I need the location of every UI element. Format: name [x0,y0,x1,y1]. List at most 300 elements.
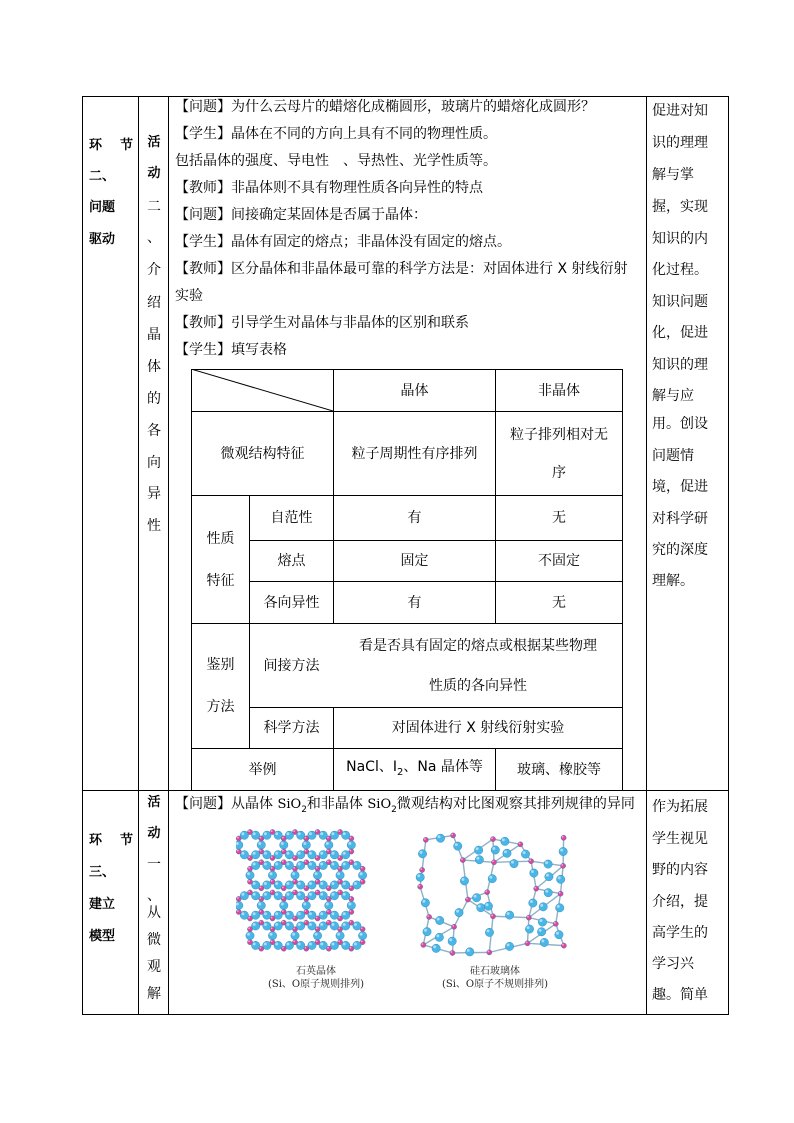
si-atom [421,942,426,947]
o-atom [525,925,533,933]
o-atom-highlight [247,933,250,936]
si-atom-highlight [529,859,531,861]
o-atom-highlight [275,882,278,885]
glass-caption [410,965,580,991]
o-atom [416,873,424,881]
si-atom-highlight [420,868,422,870]
o-atom [280,901,288,909]
si-atom-highlight [327,947,329,949]
si-atom-highlight [259,860,261,862]
si-atom-highlight [327,860,329,862]
si-atom-highlight [282,947,284,949]
o-atom [291,871,299,879]
o-atom [521,850,529,858]
o-atom-highlight [309,923,312,926]
si-atom-highlight [361,880,363,882]
micro-amorphous-line: 粒子排列相对无 [510,426,608,443]
si-atom-highlight [316,927,318,929]
o-atom-highlight [331,832,334,835]
si-atom-highlight [361,940,363,942]
o-atom [544,888,552,896]
activity-char: 微 [147,932,161,948]
si-atom-highlight [304,921,306,923]
question-mid: 和非晶体 [306,796,368,812]
o-atom-highlight [343,923,346,926]
o-atom [296,892,304,900]
property-amorphous: 不固定 [538,553,580,569]
o-atom-highlight [281,842,284,845]
question-pre: 【问题】从晶体 [175,796,278,812]
o-atom [308,911,316,919]
section3-label-line: 三、 [89,865,116,880]
o-atom-highlight [286,882,289,885]
si-atom-highlight [350,897,352,899]
si-atom-highlight [327,850,329,852]
o-atom [236,841,243,849]
si-atom-highlight [271,867,273,869]
o-atom-highlight [298,912,301,915]
o-atom-highlight [320,912,323,915]
si-atom-highlight [304,886,306,888]
frame-col1 [138,96,139,1015]
activity-char: 、 [147,888,161,904]
o-atom-highlight [492,847,495,850]
o-atom-highlight [264,923,267,926]
si-atom-highlight [248,856,250,858]
o-atom-highlight [303,842,306,845]
o-atom [268,931,276,939]
si-atom-highlight [248,867,250,869]
activity-char: 一 [147,857,161,873]
header-crystal: 晶体 [400,382,429,399]
o-atom-highlight [474,895,477,898]
si-atom-highlight [293,880,295,882]
o-atom-highlight [309,882,312,885]
formula-sio2-crystal: SiO [277,797,302,812]
body-line: 【学生】晶体有固定的熔点；非晶体没有固定的熔点。 [175,234,511,250]
si-atom-highlight [316,940,318,942]
o-atom-highlight [253,893,256,896]
o-atom [246,931,254,939]
si-atom-highlight [338,891,340,893]
o-atom [418,850,426,858]
o-atom-highlight [502,838,505,841]
o-atom-highlight [545,890,548,893]
si-atom-highlight [259,910,261,912]
activity-char: 二 [147,199,161,215]
note-line: 知识的内 [652,231,708,247]
o-atom-highlight [270,872,273,875]
si-atom [487,950,492,955]
o-atom [358,871,366,879]
activity-char: 性 [147,518,161,534]
si-atom-highlight [282,910,284,912]
o-atom-highlight [258,903,261,906]
o-atom [341,831,349,839]
o-atom [313,931,321,939]
glass-caption-sub: (Si、O原子不规则排列) [441,979,549,990]
si-atom [247,940,252,945]
o-atom-highlight [320,923,323,926]
quartz-crystal-structure [236,829,396,954]
si-atom-highlight [316,891,318,893]
o-atom-highlight [449,938,452,941]
o-atom [325,901,333,909]
si-atom [490,914,495,919]
si-atom [236,849,241,854]
o-atom-highlight [546,874,549,877]
si-atom-highlight [561,864,563,866]
si-atom [560,863,565,868]
o-atom [236,901,243,909]
si-atom-highlight [316,830,318,832]
glass-caption-title: 硅石玻璃体 [470,966,520,977]
o-atom [555,930,563,938]
o-atom [341,941,349,949]
o-atom [280,841,288,849]
o-atom-highlight [560,849,563,852]
si-atom-highlight [293,927,295,929]
o-atom-highlight [455,843,458,846]
examples-crystal [334,749,495,790]
o-atom-highlight [286,852,289,855]
si-atom-highlight [361,867,363,869]
note-line: 化，促进 [652,325,708,341]
o-atom [336,871,344,879]
si-atom-highlight [338,880,340,882]
o-atom [274,941,282,949]
si-atom-highlight [293,891,295,893]
o-atom [474,846,482,854]
section2-label-line: 环 节 [89,138,133,153]
o-atom-highlight [331,942,334,945]
property-crystal: 有 [407,594,422,611]
o-atom-highlight [241,852,244,855]
si-atom-highlight [338,856,340,858]
examples-crystal-pre: NaCl、I [346,758,397,775]
o-atom-highlight [343,832,346,835]
si-atom-highlight [237,897,239,899]
properties-group-line: 性质 [206,530,235,547]
o-atom-highlight [507,943,510,946]
properties-group-label [192,496,249,623]
o-atom-highlight [286,863,289,866]
o-atom [319,892,327,900]
note-line: 境，促进 [652,479,708,495]
o-atom-highlight [264,882,267,885]
si-atom [553,921,558,926]
o-atom [436,834,444,842]
o-atom-highlight [258,842,261,845]
o-atom [308,851,316,859]
formula-sub: 2 [301,804,307,815]
o-atom [454,842,462,850]
si-atom-highlight [338,927,340,929]
si-atom-highlight [485,890,487,892]
o-atom-highlight [253,912,256,915]
o-atom [330,851,338,859]
o-atom-highlight [275,852,278,855]
si-atom-highlight [350,850,352,852]
frame-col2 [168,96,169,1015]
si-atom [418,884,423,889]
body-line: 【教师】非晶体则不具有物理性质各向异性的特点 [175,180,483,196]
body-line: 【问题】间接确定某固体是否属于晶体： [175,207,427,223]
note-line: 握，实现 [652,199,708,215]
si-atom-highlight [338,867,340,869]
si-atom [426,914,431,919]
si-atom-highlight [361,927,363,929]
si-atom-highlight [282,850,284,852]
o-atom [530,869,538,877]
o-atom [472,894,480,902]
header-amorphous: 非晶体 [538,382,580,399]
o-atom-highlight [320,893,323,896]
activity-char: 异 [147,486,161,502]
o-atom [503,849,511,857]
si-atom-highlight [350,921,352,923]
o-atom [263,911,271,919]
o-atom-highlight [489,876,492,879]
si-atom [451,924,456,929]
o-atom-highlight [320,882,323,885]
activity-char: 、 [147,230,161,246]
o-atom [330,861,338,869]
o-atom-highlight [531,870,534,873]
o-atom-highlight [253,832,256,835]
si-atom [518,842,523,847]
o-atom [330,922,338,930]
si-atom-highlight [248,830,250,832]
o-atom-highlight [507,912,510,915]
identify-group-line: 鉴别 [206,657,235,673]
o-atom [263,861,271,869]
o-atom-highlight [315,933,318,936]
o-atom-highlight [545,861,548,864]
si-atom [460,857,465,862]
o-atom-highlight [298,863,301,866]
si-atom [528,859,533,864]
o-atom-highlight [354,923,357,926]
si-atom-highlight [338,830,340,832]
quartz-caption [236,965,396,991]
o-atom [268,871,276,879]
o-atom [308,861,316,869]
property-name: 自范性 [270,510,313,526]
frame-mid [82,790,729,791]
quartz-caption-sub: (Si、O原子规则排列) [267,979,365,990]
o-atom [263,851,271,859]
section2-label-line: 驱动 [89,232,116,247]
si-atom [490,836,495,841]
si-atom-highlight [304,837,306,839]
micro-label: 微观结构特征 [220,445,305,462]
o-atom [505,942,513,950]
o-atom-highlight [527,926,530,929]
o-atom-highlight [540,904,543,907]
o-atom-highlight [436,934,439,937]
o-atom-highlight [298,942,301,945]
o-atom-highlight [424,929,427,932]
o-atom [556,875,564,883]
o-atom-highlight [487,929,490,932]
o-atom-highlight [241,912,244,915]
o-atom-highlight [540,919,543,922]
o-atom [251,892,259,900]
si-atom-highlight [259,947,261,949]
o-atom-highlight [309,852,312,855]
examples-crystal-post: 、Na 晶体等 [403,758,483,775]
body-line: 【问题】为什么云母片的蜡熔化成椭圆形，玻璃片的蜡熔化成圆形？ [175,99,595,115]
si-atom-highlight [304,897,306,899]
o-atom [353,922,361,930]
o-atom-highlight [343,893,346,896]
o-atom-highlight [298,882,301,885]
o-atom [246,871,254,879]
o-atom [296,941,304,949]
o-atom-highlight [511,861,514,864]
o-atom-highlight [462,878,465,881]
o-atom-highlight [309,893,312,896]
o-atom-highlight [337,872,340,875]
o-atom-highlight [253,852,256,855]
o-atom-highlight [420,851,423,854]
si-atom-highlight [271,880,273,882]
o-atom-highlight [253,863,256,866]
si-atom [236,909,241,914]
frame-col3 [646,96,647,1015]
si-atom-highlight [293,867,295,869]
o-atom-highlight [309,832,312,835]
o-atom [274,881,282,889]
o-atom-highlight [326,842,329,845]
o-atom-highlight [331,863,334,866]
note-line: 知识的理 [652,357,708,373]
si-atom-highlight [237,850,239,852]
o-atom [285,851,293,859]
section3-label-line: 建立 [89,897,116,912]
o-atom [475,856,483,864]
si-atom-highlight [282,886,284,888]
o-atom-highlight [337,933,340,936]
property-amorphous: 无 [552,510,566,526]
si-atom [423,837,428,842]
si-atom-highlight [562,836,564,838]
o-atom [556,904,564,912]
o-atom-highlight [476,847,479,850]
o-atom-highlight [264,832,267,835]
si-atom-highlight [293,830,295,832]
note-line: 促进对知 [652,103,708,119]
si-atom-highlight [461,858,463,860]
o-atom [285,861,293,869]
o-atom-highlight [309,942,312,945]
note-line: 趣。简单 [652,987,708,1003]
si-atom-highlight [327,910,329,912]
o-atom [341,892,349,900]
o-atom-highlight [422,900,425,903]
si-atom-highlight [316,867,318,869]
o-atom [545,872,553,880]
o-atom [435,916,443,924]
o-atom-highlight [286,923,289,926]
o-atom-highlight [264,863,267,866]
o-atom-highlight [275,923,278,926]
o-atom-highlight [275,832,278,835]
o-atom-highlight [456,910,459,913]
o-atom [466,948,474,956]
si-atom-highlight [350,860,352,862]
si-atom-highlight [492,860,494,862]
activity-char: 绍 [147,295,161,311]
si-atom-highlight [451,834,453,836]
si-atom-highlight [237,910,239,912]
o-atom-highlight [343,882,346,885]
activity-char: 体 [147,359,161,375]
section2-label-line: 问题 [89,200,116,215]
si-atom-highlight [534,887,536,889]
si-atom-highlight [327,921,329,923]
si-atom-highlight [248,880,250,882]
o-atom-highlight [286,942,289,945]
o-atom-highlight [253,923,256,926]
si-atom-highlight [248,927,250,929]
o-atom [539,903,547,911]
o-atom [347,901,355,909]
o-atom-highlight [275,863,278,866]
o-atom-highlight [360,872,363,875]
si-atom [247,879,252,884]
note-line: 学习兴 [652,956,694,972]
si-atom-highlight [293,940,295,942]
si-atom-highlight [350,910,352,912]
note-line: 作为拓展 [652,799,708,815]
examples-label: 举例 [248,761,277,778]
note-line: 知识问题 [652,294,708,310]
frame-right [728,96,729,1015]
si-atom-highlight [282,837,284,839]
body-line: 【教师】区分晶体和非晶体最可靠的科学方法是：对固体进行 X 射线衍射 [175,261,628,277]
si-atom-highlight [271,856,273,858]
si-atom-highlight [304,910,306,912]
si-atom-highlight [316,880,318,882]
o-atom-highlight [354,863,357,866]
si-atom-highlight [271,891,273,893]
o-atom-highlight [348,842,351,845]
examples-crystal-sub: 2 [396,766,404,778]
si-atom-highlight [271,927,273,929]
o-atom-highlight [331,893,334,896]
micro-amorphous [496,412,622,495]
si-atom-highlight [422,943,424,945]
si-atom [420,867,425,872]
note-line: 化过程。 [652,262,708,278]
o-atom-highlight [557,905,560,908]
o-atom-highlight [241,893,244,896]
o-atom-highlight [504,850,507,853]
si-atom-highlight [316,917,318,919]
activity-char: 观 [147,959,161,975]
si-atom [526,915,531,920]
si-atom-highlight [282,897,284,899]
note-line: 野的内容 [652,862,708,878]
o-atom [285,922,293,930]
section3-label-line: 环 节 [89,833,133,848]
note-line: 究的深度 [652,542,708,558]
si-atom-highlight [350,947,352,949]
si-atom-highlight [248,940,250,942]
identify-indirect-line: 看是否具有固定的熔点或根据某些物理 [359,637,597,654]
